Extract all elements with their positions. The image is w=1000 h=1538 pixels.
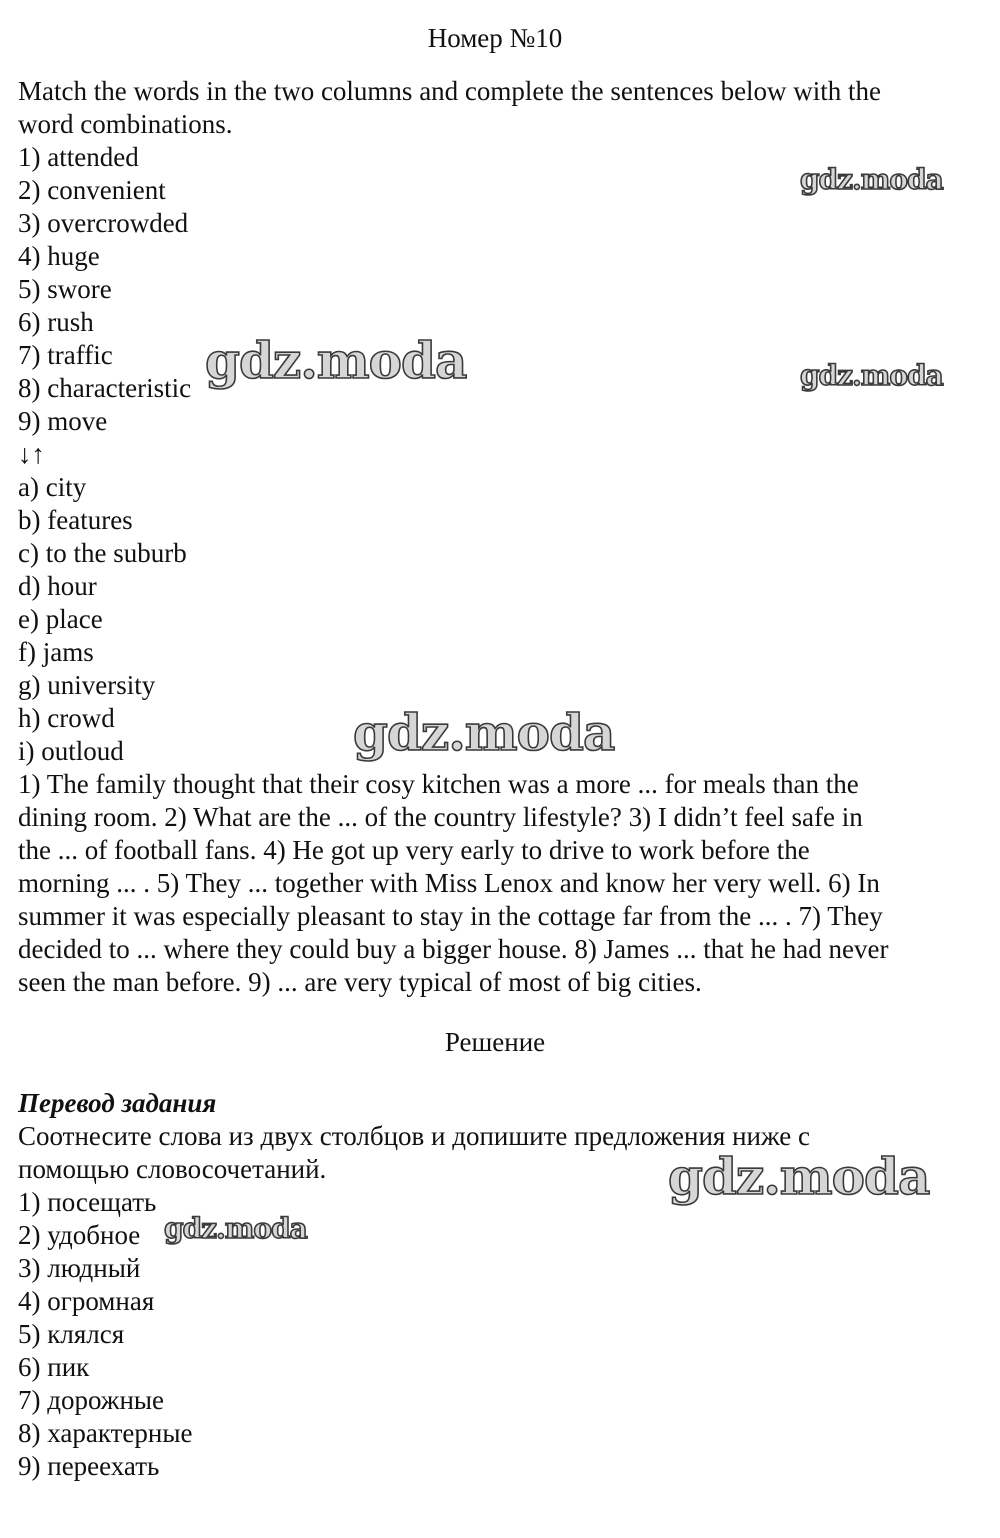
arrows-symbol: ↓↑ (18, 439, 45, 469)
list-item: h) crowd (18, 703, 115, 733)
task-instruction: Match the words in the two columns and complete the sentences below with the (18, 76, 882, 106)
list-item: 6) rush (18, 307, 94, 337)
watermark-logo: gdz.moda (205, 331, 467, 390)
list-item: 4) огромная (18, 1286, 155, 1316)
list-item: 9) move (18, 406, 108, 436)
sentence-line: dining room. 2) What are the ... of the country lifestyle? 3) I didn’t feel safe in (18, 802, 863, 832)
list-item: 9) переехать (18, 1451, 160, 1481)
list-item: 7) traffic (18, 340, 113, 370)
list-item: 1) attended (18, 142, 139, 172)
sentence-line: summer it was especially pleasant to stay in the cottage far from the ... . 7) They (18, 901, 883, 931)
list-item: 5) swore (18, 274, 112, 304)
watermark-logo: gdz.moda (353, 703, 615, 762)
solution-heading: Решение (444, 1027, 546, 1057)
list-item: 3) людный (18, 1253, 141, 1283)
list-item: g) university (18, 670, 156, 700)
translation-heading: Перевод задания (18, 1088, 217, 1118)
translation-instruction: помощью словосочетаний. (18, 1154, 327, 1184)
list-item: d) hour (18, 571, 97, 601)
list-item: b) features (18, 505, 133, 535)
list-item: 6) пик (18, 1352, 90, 1382)
list-item: 5) клялся (18, 1319, 125, 1349)
task-instruction: word combinations. (18, 109, 233, 139)
task-block (18, 75, 978, 999)
sentence-line: 1) The family thought that their cosy kitchen was a more ... for meals than the (18, 769, 859, 799)
page-title: Номер №10 (427, 23, 563, 53)
list-item: c) to the suburb (18, 538, 187, 568)
list-item: 3) overcrowded (18, 208, 189, 238)
sentence-line: the ... of football fans. 4) He got up very early to drive to work before the (18, 835, 810, 865)
sentence-line: morning ... . 5) They ... together with Miss Lenox and know her very well. 6) In (18, 868, 880, 898)
sentence-line: decided to ... where they could buy a bigger house. 8) James ... that he had never (18, 934, 889, 964)
list-item: 7) дорожные (18, 1385, 165, 1415)
list-item: f) jams (18, 637, 94, 667)
list-item: a) city (18, 472, 87, 502)
watermark-logo: gdz.moda (800, 359, 943, 392)
watermark-logo: gdz.moda (800, 163, 943, 196)
list-item: e) place (18, 604, 103, 634)
list-item: 2) convenient (18, 175, 166, 205)
list-item: 1) посещать (18, 1187, 157, 1217)
translation-instruction: Соотнесите слова из двух столбцов и допишите предложения ниже с (18, 1121, 811, 1151)
list-item: 8) characteristic (18, 373, 192, 403)
list-item: 2) удобное (18, 1220, 141, 1250)
watermark-logo: gdz.moda (164, 1212, 307, 1245)
list-item: i) outloud (18, 736, 124, 766)
list-item: 8) характерные (18, 1418, 193, 1448)
list-item: 4) huge (18, 241, 100, 271)
watermark-logo: gdz.moda (668, 1147, 930, 1206)
sentence-line: seen the man before. 9) ... are very typical of most of big cities. (18, 967, 702, 997)
